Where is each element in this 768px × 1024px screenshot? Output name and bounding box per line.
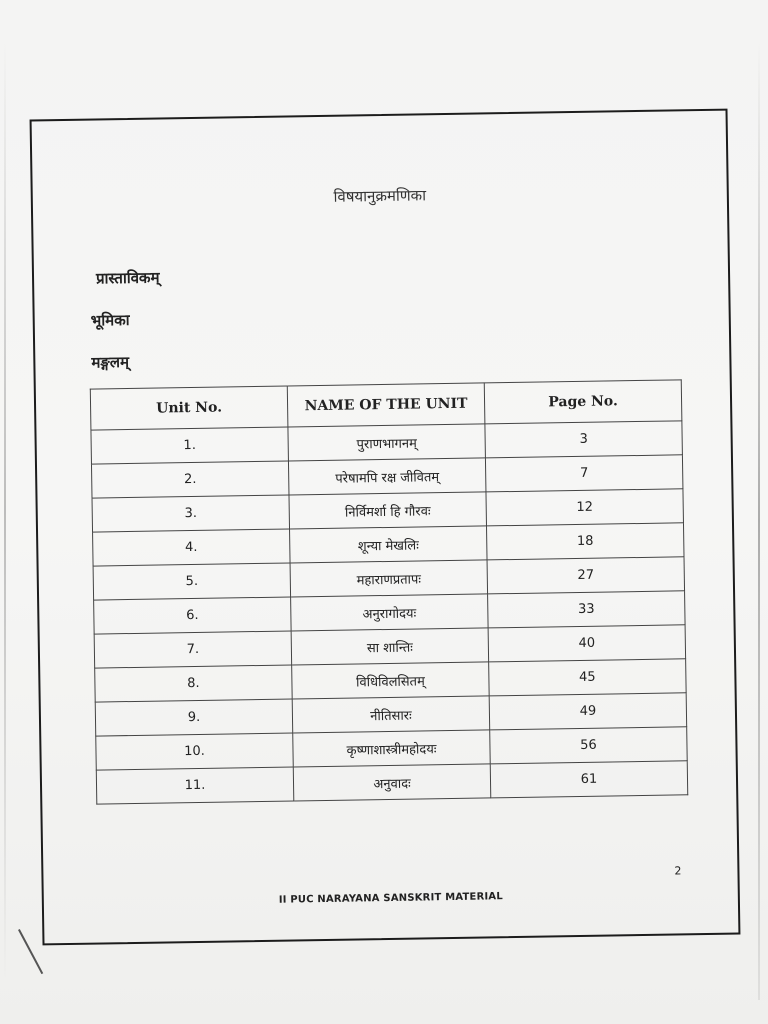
unit-name: नीतिसारः: [292, 696, 490, 733]
corner-mark: [18, 929, 43, 974]
intro-item-preface: प्रास्ताविकम्: [95, 268, 160, 288]
footer-text: II PUC NARAYANA SANSKRIT MATERIAL: [278, 891, 503, 906]
unit-page: 7: [485, 455, 683, 492]
unit-page: 3: [485, 421, 683, 458]
unit-page: 12: [486, 489, 684, 526]
unit-name: विधिविलसितम्: [292, 662, 490, 699]
unit-name: निर्विमर्शा हि गौरवः: [289, 492, 487, 529]
unit-name: सा शान्तिः: [291, 628, 489, 665]
unit-page: 61: [490, 761, 688, 798]
unit-number: 8.: [95, 665, 293, 702]
unit-number: 6.: [94, 597, 292, 634]
unit-number: 4.: [93, 529, 291, 566]
unit-name: परेषामपि रक्ष जीवितम्: [288, 458, 486, 495]
unit-number: 7.: [94, 631, 292, 668]
unit-name: कृष्णाशास्त्रीमहोदयः: [293, 730, 491, 767]
unit-page: 33: [488, 591, 686, 628]
unit-name: अनुरागोदयः: [291, 594, 489, 631]
unit-page: 27: [487, 557, 685, 594]
unit-page: 40: [488, 625, 686, 662]
unit-number: 2.: [91, 461, 289, 498]
contents-table: [90, 379, 688, 804]
unit-number: 9.: [95, 699, 293, 736]
page-frame: [30, 109, 741, 946]
page-number: 2: [674, 864, 682, 878]
header-unit-no: Unit No.: [90, 386, 288, 430]
unit-name: महाराणप्रतापः: [290, 560, 488, 597]
intro-item-introduction: भूमिका: [90, 310, 130, 330]
header-page-no: Page No.: [484, 380, 682, 424]
header-unit-name: NAME OF THE UNIT: [287, 383, 485, 427]
unit-name: अनुवादः: [293, 764, 491, 801]
page-title: विषयानुक्रमणिका: [333, 186, 427, 206]
intro-item-invocation: मङ्गलम्: [91, 353, 130, 372]
unit-number: 10.: [96, 733, 294, 770]
unit-page: 18: [486, 523, 684, 560]
unit-number: 1.: [91, 427, 289, 464]
unit-name: शून्या मेखलिः: [290, 526, 488, 563]
paper-edge-right: [758, 40, 760, 1000]
unit-page: 49: [489, 693, 687, 730]
unit-number: 11.: [96, 767, 294, 804]
unit-number: 5.: [93, 563, 291, 600]
unit-name: पुराणभागनम्: [288, 424, 486, 461]
paper-edge-left: [4, 40, 6, 980]
unit-number: 3.: [92, 495, 290, 532]
unit-page: 45: [489, 659, 687, 696]
unit-page: 56: [490, 727, 688, 764]
